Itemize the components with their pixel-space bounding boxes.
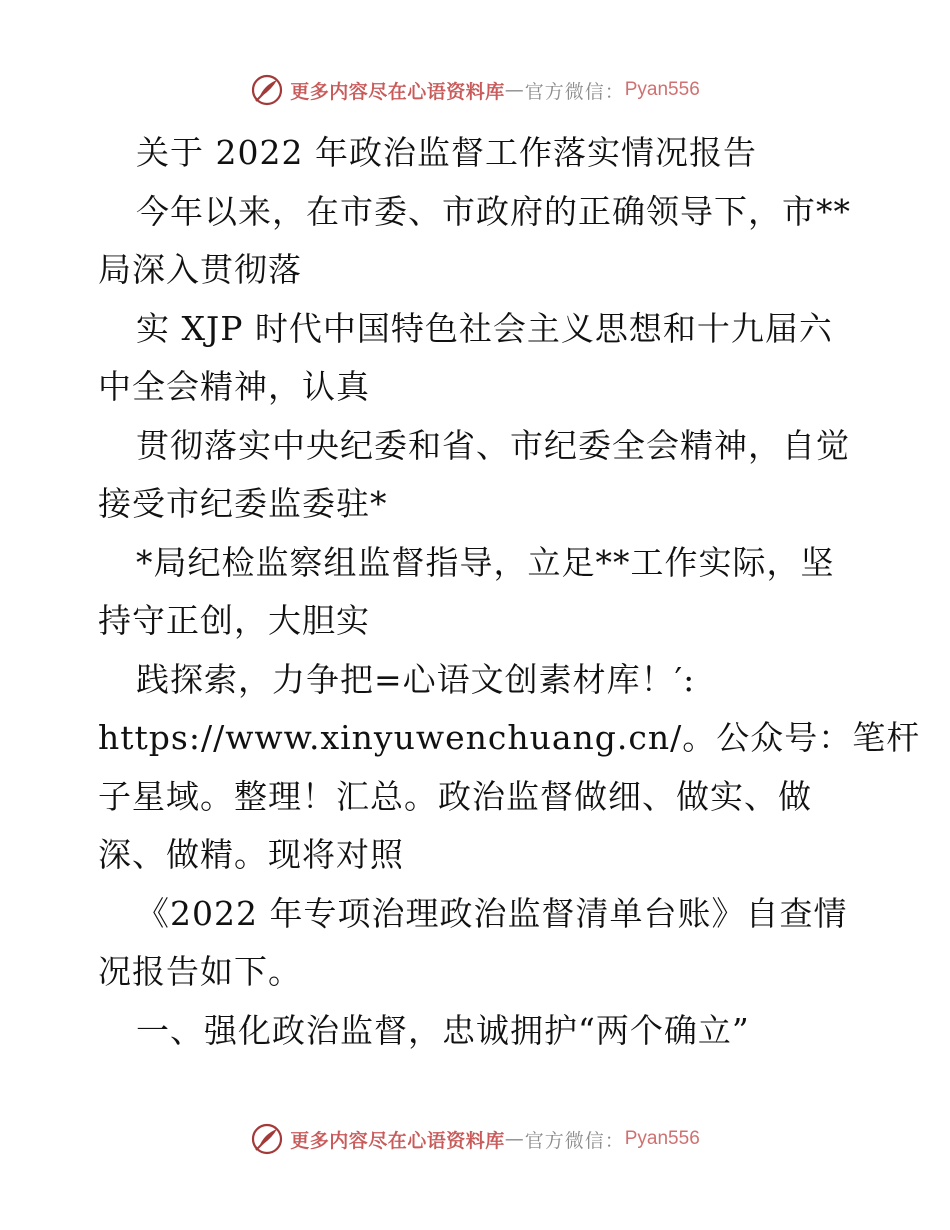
paragraph-line: *局纪检监察组监督指导，立足**工作实际，坚 (136, 542, 835, 582)
paragraph-line: 践探索，力争把=心语文创素材库！′: (136, 659, 696, 699)
quill-logo-icon (250, 73, 284, 107)
watermark-main-text: 更多内容尽在心语资料库 (290, 80, 505, 103)
watermark-wechat-id: Pyan556 (624, 79, 700, 100)
paragraph-line: 况报告如下。 (98, 952, 302, 991)
header-watermark-banner (0, 68, 950, 112)
paragraph-line: 中全会精神，认真 (98, 367, 370, 406)
paragraph-line: 子星域。整理！汇总。政治监督做细、做实、做 (98, 776, 812, 816)
paragraph-line: 《2022 年专项治理政治监督清单台账》自查情 (136, 893, 848, 933)
paragraph-line: 深、做精。现将对照 (98, 835, 404, 874)
watermark-wechat-id: Pyan556 (624, 1128, 700, 1149)
document-body (98, 124, 921, 1060)
watermark-dash: — (504, 79, 525, 101)
paragraph-line: 局深入贯彻落 (98, 250, 302, 289)
url-line: https://www.xinyuwenchuang.cn/。公众号：笔杆 (98, 718, 921, 757)
quill-logo-icon (250, 1122, 284, 1156)
footer-watermark-banner (0, 1117, 950, 1161)
section-heading: 一、强化政治监督，忠诚拥护“两个确立” (136, 1010, 750, 1050)
watermark-dash: — (504, 1128, 525, 1150)
watermark-sub-text: 官方微信： (524, 1129, 625, 1152)
paragraph-line: 贯彻落实中央纪委和省、市纪委全会精神，自觉 (136, 425, 850, 465)
document-title: 关于 2022 年政治监督工作落实情况报告 (136, 133, 757, 172)
watermark-main-text: 更多内容尽在心语资料库 (290, 1129, 505, 1152)
watermark-sub-text: 官方微信： (524, 80, 625, 103)
paragraph-line: 持守正创，大胆实 (98, 601, 370, 640)
paragraph-line: 接受市纪委监委驻* (98, 484, 388, 523)
paragraph-line: 今年以来，在市委、市政府的正确领导下，市** (136, 191, 851, 231)
paragraph-line: 实 XJP 时代中国特色社会主义思想和十九届六 (136, 308, 833, 348)
